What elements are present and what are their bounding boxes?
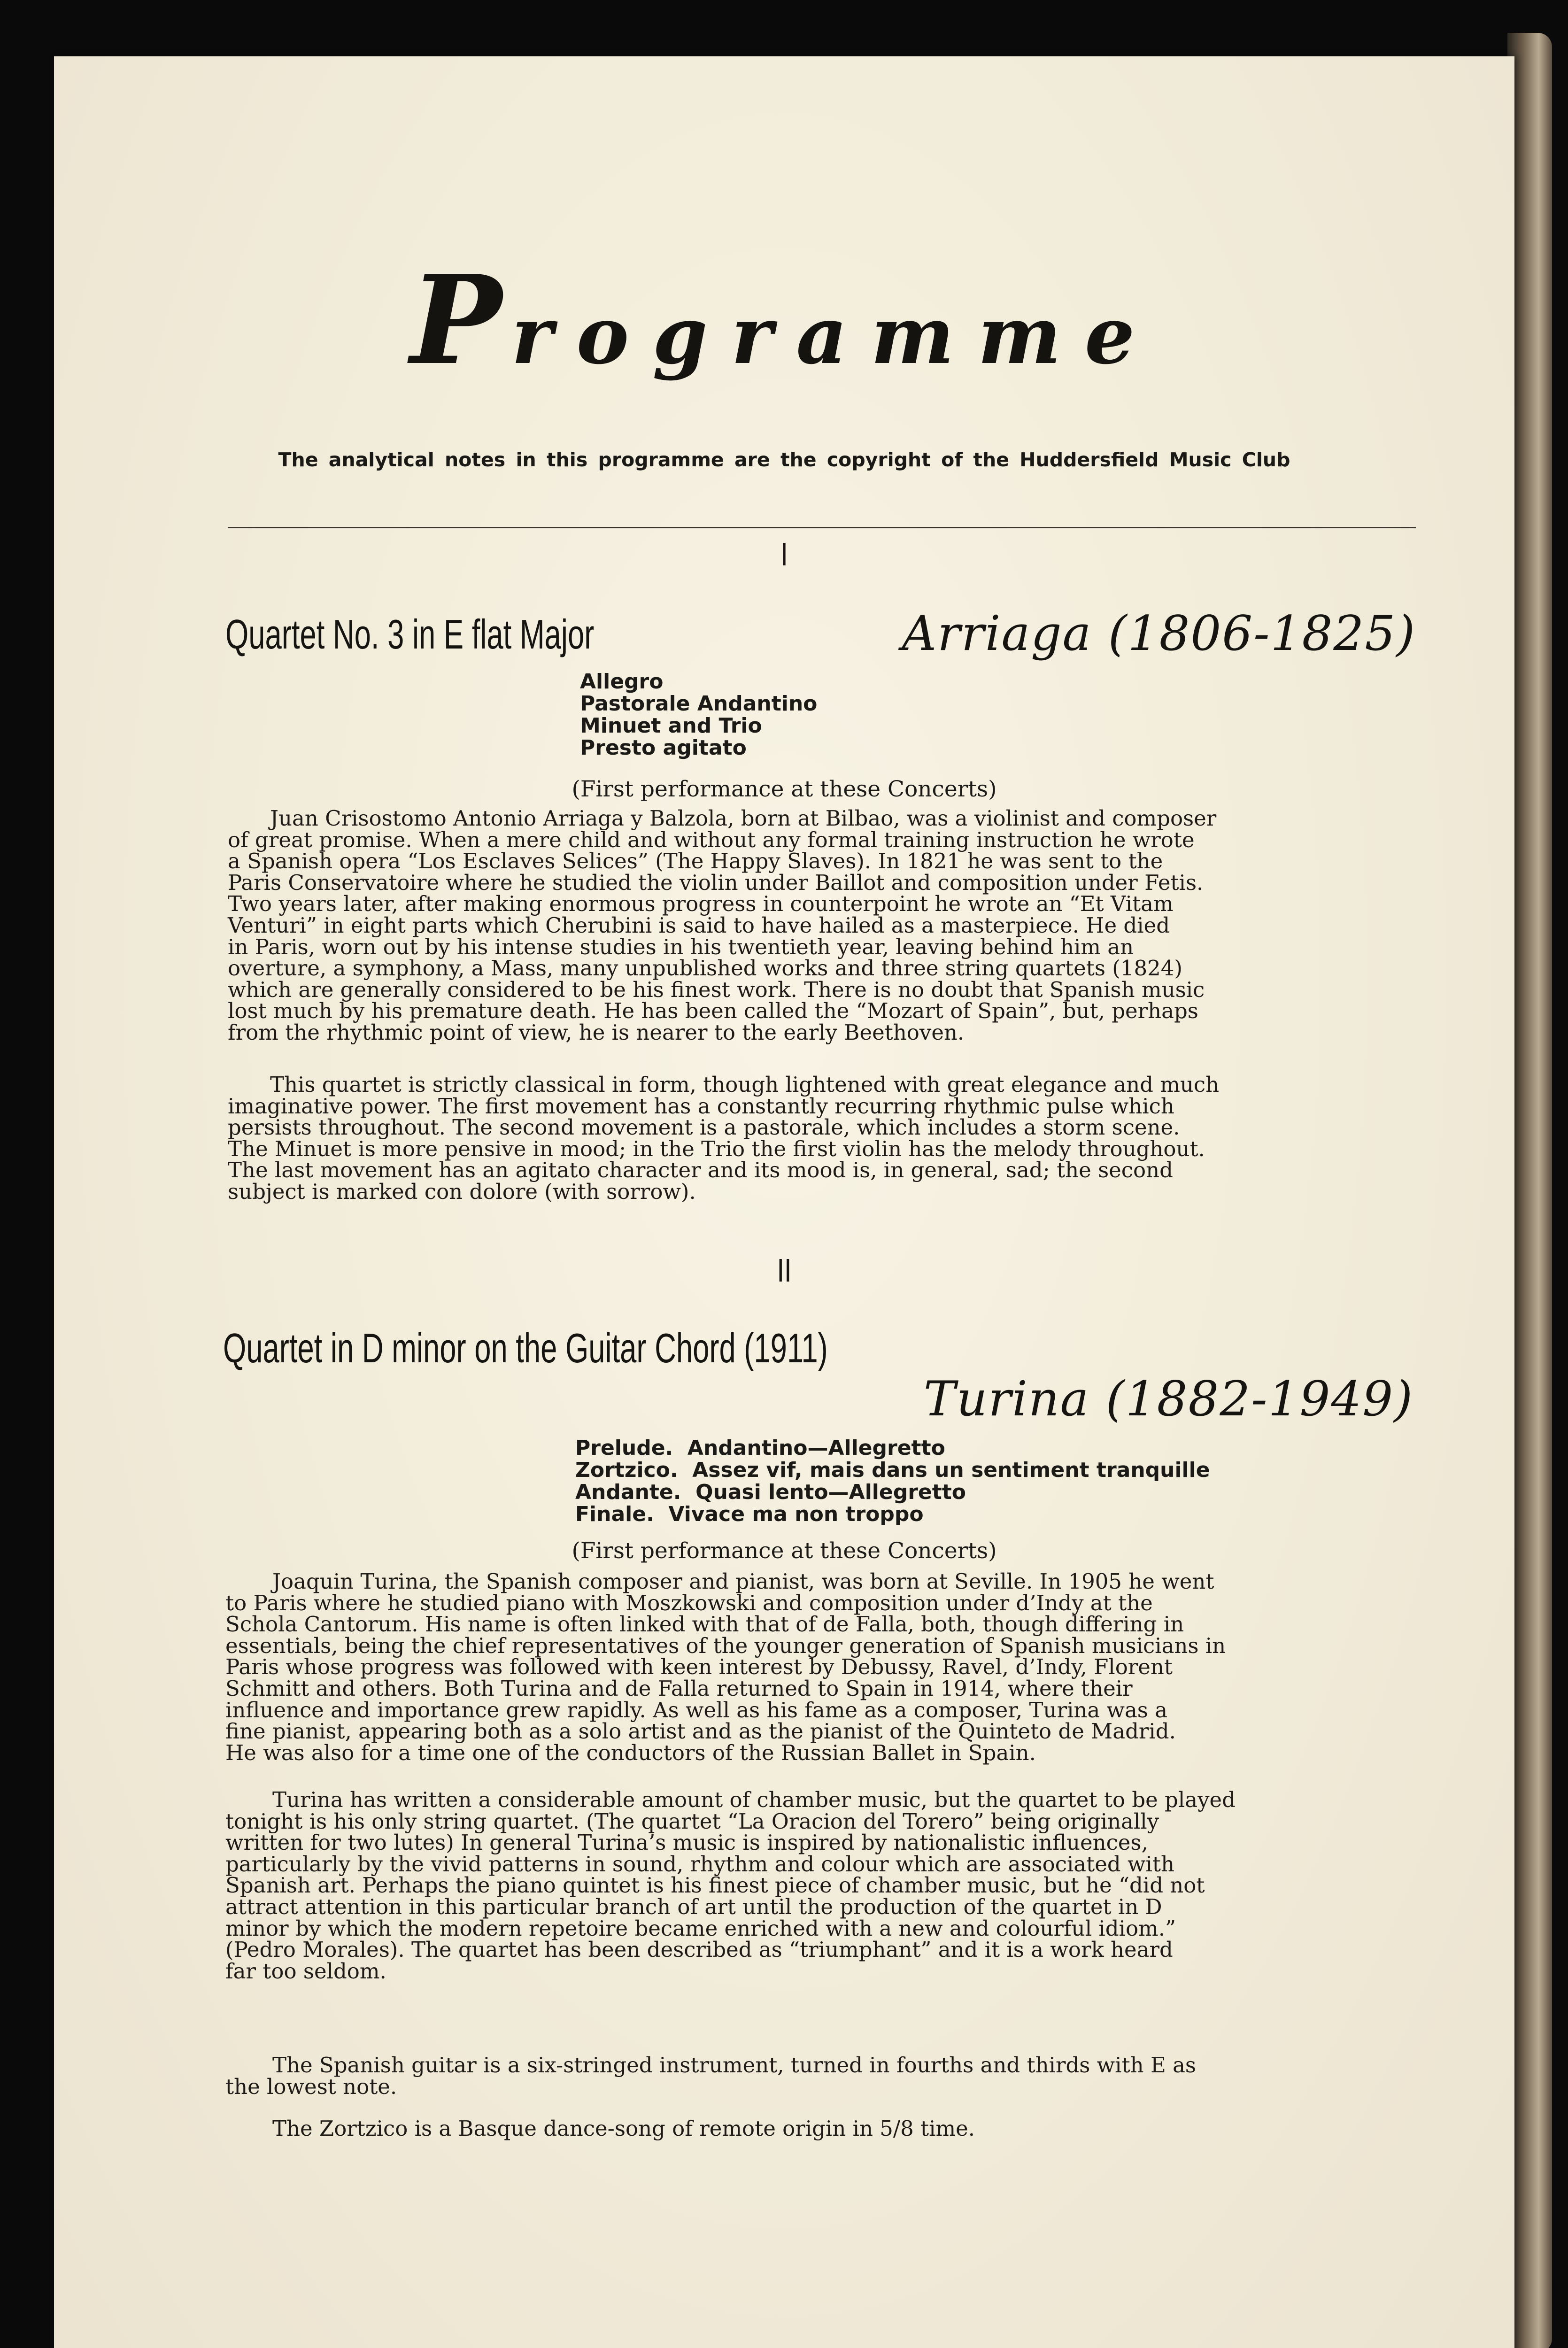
text-line: Schmitt and others. Both Turina and de Falla returned to Spain in 1914, where their bbox=[225, 1676, 1133, 1701]
text-line: tonight is his only string quartet. (The quartet “La Oracion del Torero” being originally bbox=[225, 1808, 1159, 1834]
text-line: attract attention in this particular branch of art until the production of the quartet in D bbox=[225, 1894, 1162, 1919]
movement: Finale. Vivace ma non troppo bbox=[575, 1502, 924, 1526]
text-line: which are generally considered to be his finest work. There is no doubt that Spanish music bbox=[228, 977, 1205, 1002]
text-line: The Spanish guitar is a six-stringed instrument, turned in fourths and thirds with E as bbox=[272, 2053, 1197, 2078]
text-line: (Pedro Morales). The quartet has been described as “triumphant” and it is a work heard bbox=[225, 1937, 1173, 1962]
work-2-paragraph-2 bbox=[225, 1789, 1409, 1982]
text-line: lost much by his premature death. He has been called the “Mozart of Spain”, but, perhaps bbox=[228, 998, 1198, 1024]
text-line: imaginative power. The first movement has a constantly recurring rhythmic pulse which bbox=[228, 1093, 1174, 1119]
text-line: Two years later, after making enormous progress in counterpoint he wrote an “Et Vitam bbox=[228, 891, 1174, 917]
text-line: Paris Conservatoire where he studied the violin under Baillot and composition under Fetis. bbox=[228, 870, 1204, 895]
work-1-paragraph-1 bbox=[228, 808, 1411, 1043]
text-line: Paris whose progress was followed with keen interest by Debussy, Ravel, d’Indy, Florent bbox=[225, 1654, 1173, 1680]
movement: Andante. Quasi lento—Allegretto bbox=[575, 1480, 966, 1504]
text-line: This quartet is strictly classical in form, though lightened with great elegance and much bbox=[270, 1072, 1220, 1097]
text-line: He was also for a time one of the conductors of the Russian Ballet in Spain. bbox=[225, 1740, 1036, 1765]
text-line: fine pianist, appearing both as a solo artist and as the pianist of the Quinteto de Madrid. bbox=[225, 1719, 1176, 1744]
text-line: Schola Cantorum. His name is often linked with that of de Falla, both, though differing in bbox=[225, 1612, 1184, 1637]
work-2-composer: Turina (1882-1949) bbox=[923, 1371, 1414, 1427]
text-line: The Minuet is more pensive in mood; in the Trio the first violin has the melody throughout. bbox=[228, 1136, 1205, 1161]
text-line: essentials, being the chief representatives of the younger generation of Spanish musicians in bbox=[225, 1633, 1226, 1658]
text-line: written for two lutes) In general Turina’s music is inspired by nationalistic influences, bbox=[225, 1830, 1148, 1855]
text-line: minor by which the modern repetoire became enriched with a new and colourful idiom.” bbox=[225, 1915, 1176, 1941]
text-line: in Paris, worn out by his intense studies in his twentieth year, leaving behind him an bbox=[228, 934, 1134, 959]
text-line: the lowest note. bbox=[225, 2074, 397, 2099]
text-line: Venturi” in eight parts which Cherubini is said to have hailed as a masterpiece. He died bbox=[228, 912, 1170, 938]
work-2-paragraph-1 bbox=[225, 1571, 1409, 1763]
text-line: The last movement has an agitato character and its mood is, in general, sad; the second bbox=[228, 1158, 1173, 1183]
movement: Minuet and Trio bbox=[580, 714, 762, 738]
text-line: Turina has written a considerable amount of chamber music, but the quartet to be played bbox=[272, 1787, 1236, 1812]
work-2-title: Quartet in D minor on the Guitar Chord (1911) bbox=[223, 1325, 828, 1371]
work-1-title: Quartet No. 3 in E flat Major bbox=[225, 611, 595, 657]
work-1-paragraph-2 bbox=[228, 1074, 1411, 1203]
movement: Zortzico. Assez vif, mais dans un sentiment tranquille bbox=[575, 1458, 1210, 1482]
copyright-notice: The analytical notes in this programme are the copyright of the Huddersfield Music Club bbox=[278, 448, 1290, 471]
work-2-paragraph-3 bbox=[225, 2054, 1409, 2097]
movement: Prelude. Andantino—Allegretto bbox=[575, 1436, 945, 1460]
text-line: from the rhythmic point of view, he is nearer to the early Beethoven. bbox=[228, 1020, 965, 1045]
text-line: of great promise. When a mere child and without any formal training instruction he wrote bbox=[228, 827, 1195, 852]
title-rest: rogramme bbox=[511, 289, 1159, 382]
work-2-movements bbox=[575, 1437, 1210, 1525]
text-line: subject is marked con dolore (with sorrow). bbox=[228, 1179, 696, 1204]
work-2-first-performance-note: (First performance at these Concerts) bbox=[572, 1538, 997, 1564]
text-line: particularly by the vivid patterns in sound, rhythm and colour which are associated with bbox=[225, 1851, 1174, 1877]
text-line: Joaquin Turina, the Spanish composer and pianist, was born at Seville. In 1905 he went bbox=[272, 1569, 1214, 1594]
divider bbox=[228, 527, 1416, 528]
work-1-movements bbox=[580, 671, 817, 759]
page-title bbox=[54, 249, 1514, 392]
work-1-first-performance-note: (First performance at these Concerts) bbox=[572, 776, 997, 802]
text-line: far too seldom. bbox=[225, 1958, 386, 1984]
work-2-paragraph-4 bbox=[225, 2118, 1409, 2139]
movement: Presto agitato bbox=[580, 736, 747, 760]
text-line: overture, a symphony, a Mass, many unpublished works and three string quartets (1824) bbox=[228, 956, 1182, 981]
title-initial: P bbox=[410, 249, 511, 392]
movement: Pastorale Andantino bbox=[580, 692, 818, 716]
text-line: influence and importance grew rapidly. As well as his fame as a composer, Turina was a bbox=[225, 1697, 1168, 1722]
text-line: persists throughout. The second movement is a pastorale, which includes a storm scene. bbox=[228, 1115, 1180, 1140]
text-line: The Zortzico is a Basque dance-song of remote origin in 5/8 time. bbox=[272, 2116, 975, 2141]
text-line: a Spanish opera “Los Esclaves Selices” (The Happy Slaves). In 1821 he was sent to the bbox=[228, 849, 1163, 874]
work-1-numeral: I bbox=[780, 536, 788, 572]
work-2-numeral: II bbox=[777, 1252, 792, 1289]
text-line: Juan Crisostomo Antonio Arriaga y Balzola, born at Bilbao, was a violinist and composer bbox=[270, 806, 1217, 831]
text-line: Spanish art. Perhaps the piano quintet is his finest piece of chamber music, but he “did not bbox=[225, 1873, 1205, 1898]
work-1-composer: Arriaga (1806-1825) bbox=[902, 606, 1416, 662]
text-line: to Paris where he studied piano with Moszkowski and composition under d’Indy at the bbox=[225, 1590, 1153, 1615]
movement: Allegro bbox=[580, 670, 664, 694]
programme-page bbox=[54, 56, 1514, 2348]
